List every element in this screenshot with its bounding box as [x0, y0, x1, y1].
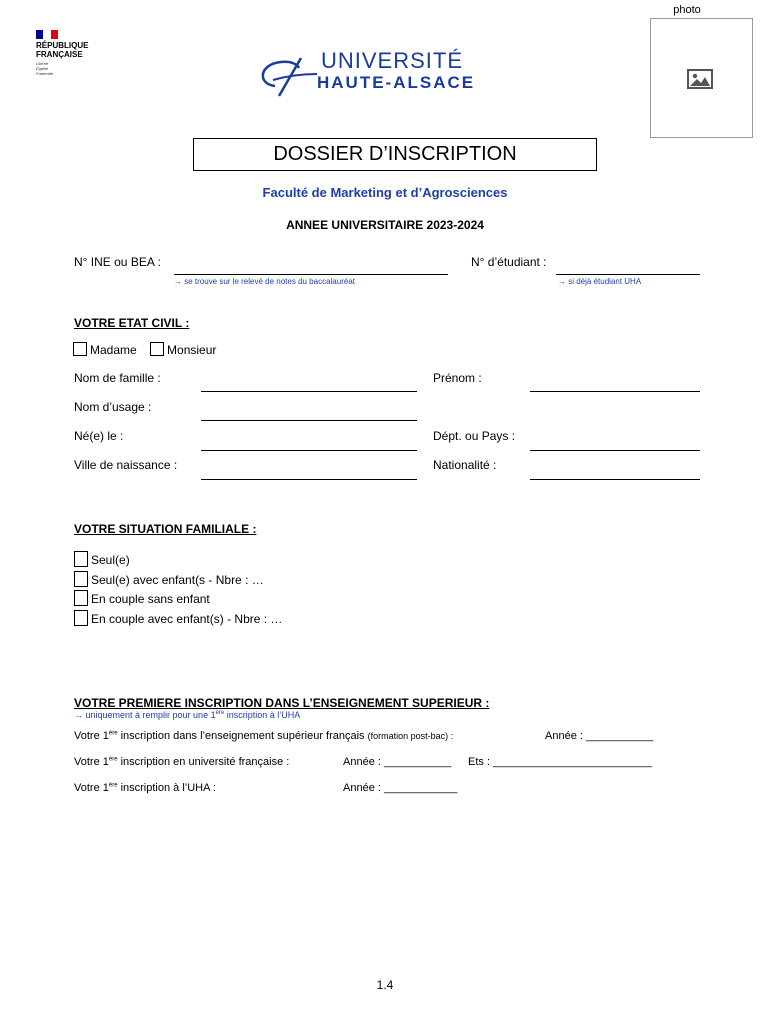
ne-le-field[interactable] [201, 450, 417, 451]
monsieur-checkbox[interactable] [150, 342, 164, 356]
family-option [74, 551, 282, 571]
photo-label: photo [673, 4, 701, 16]
republique-francaise-logo [36, 30, 88, 76]
nom-famille-label: Nom de famille : [74, 371, 161, 385]
gov-logo-line1: RÉPUBLIQUE [36, 41, 89, 50]
uha-logo-line1: UNIVERSITÉ [321, 48, 464, 73]
first-higher-ed-label: Votre 1ère inscription dans l’enseignement supérieur français (formation post-bac) : [74, 730, 454, 742]
family-option-label: En couple sans enfant [91, 592, 210, 606]
first-uha-label: Votre 1ère inscription à l’UHA : [74, 782, 216, 794]
page-title: DOSSIER D’INSCRIPTION [193, 138, 597, 171]
civil-heading: VOTRE ETAT CIVIL : [74, 316, 190, 330]
family-option [74, 571, 282, 591]
family-option-label: Seul(e) avec enfant(s - Nbre : … [91, 572, 264, 587]
nationalite-field[interactable] [530, 479, 700, 480]
civility-options [73, 342, 216, 357]
faculty-name: Faculté de Marketing et d’Agrosciences [262, 185, 508, 200]
monsieur-label: Monsieur [167, 343, 217, 357]
family-option-checkbox[interactable] [74, 571, 88, 587]
family-option-label: Seul(e) [91, 553, 130, 567]
prenom-label: Prénom : [433, 371, 482, 385]
dept-label: Dépt. ou Pays : [433, 429, 516, 443]
image-placeholder-icon [687, 69, 713, 89]
page-number: 1.4 [376, 978, 394, 992]
first-university-label: Votre 1ère inscription en université française : [74, 756, 290, 768]
ville-label: Ville de naissance : [74, 458, 178, 472]
family-option-label: En couple avec enfant(s) - Nbre : … [91, 611, 283, 626]
family-option-checkbox[interactable] [74, 590, 88, 606]
marianne-flag-icon [36, 30, 58, 39]
ine-hint: → se trouve sur le relevé de notes du baccalauréat [174, 277, 355, 286]
student-number-field[interactable] [556, 274, 700, 275]
gov-logo-line2: FRANÇAISE [36, 50, 83, 59]
uha-emblem-icon [255, 50, 325, 98]
first-university-year-field[interactable]: Année : ___________ [343, 756, 452, 768]
student-number-hint: → si déjà étudiant UHA [558, 277, 642, 286]
nationalite-label: Nationalité : [433, 458, 497, 472]
family-option [74, 590, 282, 610]
family-option [74, 610, 282, 630]
nom-usage-label: Nom d’usage : [74, 400, 152, 414]
first-enrollment-heading: VOTRE PREMIERE INSCRIPTION DANS L’ENSEIGNEMENT SUPERIEUR : [74, 696, 490, 710]
student-number-label: N° d’étudiant : [471, 255, 547, 269]
academic-year: ANNEE UNIVERSITAIRE 2023-2024 [286, 218, 484, 232]
ine-label: N° INE ou BEA : [74, 255, 161, 269]
madame-label: Madame [90, 343, 137, 357]
first-enrollment-hint: → uniquement à remplir pour une 1ère inscription à l’UHA [74, 710, 301, 720]
family-heading: VOTRE SITUATION FAMILIALE : [74, 522, 257, 536]
family-option-checkbox[interactable] [74, 610, 88, 626]
uha-logo-line2: HAUTE-ALSACE [317, 73, 476, 92]
nom-usage-field[interactable] [201, 420, 417, 421]
madame-checkbox[interactable] [73, 342, 87, 356]
family-option-checkbox[interactable] [74, 551, 88, 567]
prenom-field[interactable] [530, 391, 700, 392]
first-uha-year-field[interactable]: Année : ____________ [343, 782, 458, 794]
uha-logo [255, 50, 515, 98]
nom-famille-field[interactable] [201, 391, 417, 392]
ine-field[interactable] [174, 274, 448, 275]
ville-field[interactable] [201, 479, 417, 480]
ne-le-label: Né(e) le : [74, 429, 124, 443]
photo-box[interactable] [650, 18, 753, 138]
family-options [74, 551, 282, 629]
dept-field[interactable] [530, 450, 700, 451]
first-higher-ed-year-field[interactable]: Année : ___________ [545, 730, 654, 742]
first-university-ets-field[interactable]: Ets : __________________________ [468, 756, 653, 768]
gov-logo-motto: Liberté Égalité Fraternité [36, 61, 54, 76]
